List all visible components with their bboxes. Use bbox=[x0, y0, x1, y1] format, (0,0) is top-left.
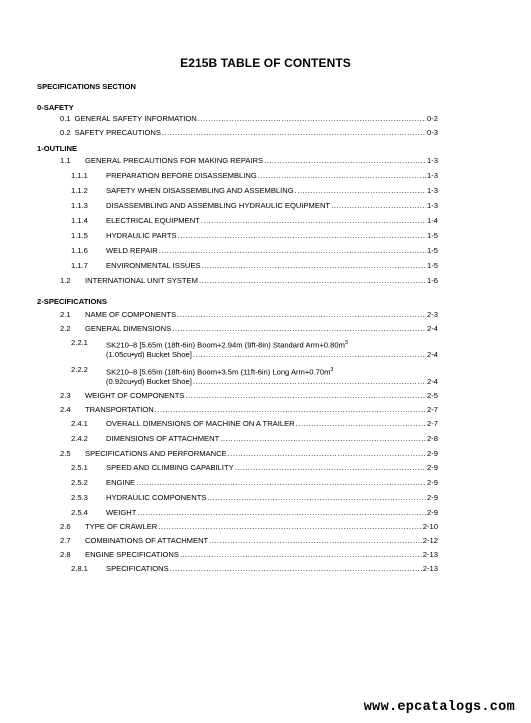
entry-page: 2-13 bbox=[422, 550, 438, 559]
entry-label: TYPE OF CRAWLER bbox=[85, 522, 158, 531]
dot-leader bbox=[331, 201, 426, 211]
toc-entry[interactable] bbox=[71, 231, 438, 241]
entry-page: 1-3 bbox=[427, 171, 438, 180]
entry-page: 2-8 bbox=[427, 434, 438, 443]
entry-label: GENERAL PRECAUTIONS FOR MAKING REPAIRS bbox=[85, 156, 264, 165]
entry-label: PREPARATION BEFORE DISASSEMBLING bbox=[106, 171, 257, 180]
toc-entry[interactable] bbox=[60, 391, 438, 401]
entry-page: 1-3 bbox=[427, 156, 438, 165]
toc-entry[interactable] bbox=[71, 186, 438, 196]
entry-page: 2-4 bbox=[427, 350, 438, 359]
toc-entry[interactable] bbox=[71, 463, 438, 473]
entry-number: 1.1.5 bbox=[71, 231, 88, 240]
dot-leader bbox=[220, 434, 426, 444]
toc-entry[interactable] bbox=[71, 434, 438, 444]
entry-page: 2-9 bbox=[427, 463, 438, 472]
dot-leader bbox=[155, 405, 426, 415]
toc-entry[interactable] bbox=[71, 493, 438, 503]
entry-page: 2-4 bbox=[427, 324, 438, 333]
entry-number: 2.4.1 bbox=[71, 419, 88, 428]
toc-entry[interactable] bbox=[60, 128, 438, 138]
entry-number: 2.3 bbox=[60, 391, 71, 400]
toc-entry[interactable] bbox=[60, 310, 438, 320]
entry-page: 2-12 bbox=[422, 536, 438, 545]
entry-page: 2-5 bbox=[427, 391, 438, 400]
dot-leader bbox=[162, 128, 426, 138]
entry-label: HYDRAULIC COMPONENTS bbox=[106, 493, 207, 502]
dot-leader bbox=[201, 216, 426, 226]
entry-label: WEIGHT bbox=[106, 508, 137, 517]
entry-label: OVERALL DIMENSIONS OF MACHINE ON A TRAILER bbox=[106, 419, 295, 428]
dot-leader bbox=[198, 114, 426, 124]
dot-leader bbox=[264, 156, 426, 166]
dot-leader bbox=[199, 276, 426, 286]
superscript: 3 bbox=[330, 367, 334, 373]
entry-number: 2.2 bbox=[60, 324, 71, 333]
entry-label: COMBINATIONS OF ATTACHMENT bbox=[85, 536, 209, 545]
entry-number: 2.8 bbox=[60, 550, 71, 559]
entry-page: 1-3 bbox=[427, 186, 438, 195]
watermark: www.epcatalogs.com bbox=[363, 700, 515, 715]
entry-label: ENGINE bbox=[106, 478, 136, 487]
entry-page: 0-2 bbox=[427, 114, 438, 123]
superscript: 3 bbox=[344, 340, 348, 346]
entry-number: 1.1.7 bbox=[71, 261, 88, 270]
entry-label: GENERAL SAFETY INFORMATION bbox=[74, 114, 197, 123]
entry-page: 1-5 bbox=[427, 261, 438, 270]
entry-number: 2.4 bbox=[60, 405, 71, 414]
entry-number: 1.1.6 bbox=[71, 246, 88, 255]
entry-number: 1.2 bbox=[60, 276, 71, 285]
entry-page: 1-3 bbox=[427, 201, 438, 210]
entry-label: WELD REPAIR bbox=[106, 246, 158, 255]
entry-page: 2-9 bbox=[427, 478, 438, 487]
entry-label: TRANSPORTATION bbox=[85, 405, 154, 414]
entry-label: SAFETY WHEN DISASSEMBLING AND ASSEMBLING bbox=[106, 186, 294, 195]
entry-number: 2.5.4 bbox=[71, 508, 88, 517]
dot-leader bbox=[180, 550, 422, 560]
dot-leader bbox=[193, 376, 426, 388]
entry-label: SK210–8 [5.65m (18ft-6in) Boom+3.5m (11ft-6in) Long Arm+0.70m bbox=[106, 367, 331, 377]
dot-leader bbox=[202, 261, 426, 271]
entry-label: ENGINE SPECIFICATIONS bbox=[85, 550, 179, 559]
entry-label: DIMENSIONS OF ATTACHMENT bbox=[106, 434, 220, 443]
entry-label-continued: (1.05cu•yd) Bucket Shoe] bbox=[106, 350, 192, 359]
entry-page: 2-4 bbox=[427, 377, 438, 386]
entry-page: 1-4 bbox=[427, 216, 438, 225]
entry-page: 1-6 bbox=[427, 276, 438, 285]
entry-number: 2.2.1 bbox=[71, 338, 88, 347]
dot-leader bbox=[159, 246, 426, 256]
toc-entry[interactable] bbox=[71, 201, 438, 211]
entry-page: 0-3 bbox=[427, 128, 438, 137]
entry-page: 2-9 bbox=[427, 493, 438, 502]
entry-label: SAFETY PRECAUTIONS bbox=[74, 128, 161, 137]
entry-page: 1-5 bbox=[427, 231, 438, 240]
toc-entry[interactable] bbox=[71, 171, 438, 181]
toc-entry[interactable] bbox=[60, 324, 438, 334]
section-title: SPECIFICATIONS SECTION bbox=[37, 82, 137, 91]
entry-number: 1.1.1 bbox=[71, 171, 88, 180]
dot-leader bbox=[177, 310, 426, 320]
entry-page: 1-5 bbox=[427, 246, 438, 255]
entry-page: 2-7 bbox=[427, 405, 438, 414]
entry-page: 2-10 bbox=[422, 522, 438, 531]
entry-page: 2-9 bbox=[427, 449, 438, 458]
dot-leader bbox=[228, 449, 426, 459]
entry-page: 2-7 bbox=[427, 419, 438, 428]
toc-entry[interactable] bbox=[60, 550, 438, 560]
entry-number: 1.1.4 bbox=[71, 216, 88, 225]
toc-entry[interactable] bbox=[60, 536, 438, 546]
entry-number: 0.1 bbox=[60, 114, 71, 123]
toc-entry[interactable] bbox=[71, 478, 438, 488]
entry-number: 2.5.1 bbox=[71, 463, 88, 472]
entry-number: 2.4.2 bbox=[71, 434, 88, 443]
entry-number: 0.2 bbox=[60, 128, 71, 137]
entry-number: 2.6 bbox=[60, 522, 71, 531]
toc-entry[interactable] bbox=[60, 156, 438, 166]
toc-entry[interactable] bbox=[60, 276, 438, 286]
toc-entry[interactable] bbox=[71, 261, 438, 271]
dot-leader bbox=[136, 478, 426, 488]
entry-label: WEIGHT OF COMPONENTS bbox=[85, 391, 185, 400]
dot-leader bbox=[296, 419, 426, 429]
toc-entry[interactable] bbox=[71, 246, 438, 256]
dot-leader bbox=[235, 463, 426, 473]
toc-entry[interactable] bbox=[60, 449, 438, 459]
toc-entry[interactable] bbox=[60, 114, 438, 124]
entry-label: SK210–8 [5.65m (18ft-6in) Boom+2.94m (9ft-8in) Standard Arm+0.80m bbox=[106, 340, 345, 350]
dot-leader bbox=[209, 536, 422, 546]
toc-entry-multiline[interactable] bbox=[71, 337, 438, 361]
dot-leader bbox=[193, 349, 426, 361]
entry-label: SPECIFICATIONS AND PERFORMANCE bbox=[85, 449, 227, 458]
dot-leader bbox=[185, 391, 426, 401]
dot-leader bbox=[178, 231, 426, 241]
toc-entry-multiline[interactable] bbox=[71, 364, 438, 388]
heading-specifications: 2-SPECIFICATIONS bbox=[37, 297, 107, 306]
dot-leader bbox=[137, 508, 426, 518]
entry-number: 2.2.2 bbox=[71, 365, 88, 374]
entry-label: DISASSEMBLING AND ASSEMBLING HYDRAULIC EQUIPMENT bbox=[106, 201, 331, 210]
toc-entry[interactable] bbox=[71, 216, 438, 226]
entry-label: SPEED AND CLIMBING CAPABILITY bbox=[106, 463, 234, 472]
entry-number: 2.1 bbox=[60, 310, 71, 319]
dot-leader bbox=[295, 186, 426, 196]
toc-entry[interactable] bbox=[71, 419, 438, 429]
heading-safety: 0-SAFETY bbox=[37, 103, 74, 112]
entry-label: ELECTRICAL EQUIPMENT bbox=[106, 216, 200, 225]
entry-number: 2.5.2 bbox=[71, 478, 88, 487]
entry-page: 2-3 bbox=[427, 310, 438, 319]
toc-entry[interactable] bbox=[60, 405, 438, 415]
entry-number: 2.8.1 bbox=[71, 564, 88, 573]
entry-label: SPECIFICATIONS bbox=[106, 564, 169, 573]
entry-label: NAME OF COMPONENTS bbox=[85, 310, 177, 319]
entry-label: INTERNATIONAL UNIT SYSTEM bbox=[85, 276, 198, 285]
dot-leader bbox=[172, 324, 426, 334]
entry-page: 2-9 bbox=[427, 508, 438, 517]
entry-number: 2.5.3 bbox=[71, 493, 88, 502]
page-title: E215B TABLE OF CONTENTS bbox=[180, 56, 351, 70]
entry-number: 1.1.3 bbox=[71, 201, 88, 210]
entry-number: 1.1 bbox=[60, 156, 71, 165]
dot-leader bbox=[258, 171, 426, 181]
entry-number: 1.1.2 bbox=[71, 186, 88, 195]
entry-number: 2.7 bbox=[60, 536, 71, 545]
entry-label-continued: (0.92cu•yd) Bucket Shoe] bbox=[106, 377, 192, 386]
dot-leader bbox=[207, 493, 426, 503]
entry-label: GENERAL DIMENSIONS bbox=[85, 324, 172, 333]
entry-label: ENVIRONMENTAL ISSUES bbox=[106, 261, 201, 270]
entry-number: 2.5 bbox=[60, 449, 71, 458]
heading-outline: 1-OUTLINE bbox=[37, 144, 78, 153]
entry-label: HYDRAULIC PARTS bbox=[106, 231, 177, 240]
toc-entry[interactable] bbox=[60, 522, 438, 532]
dot-leader bbox=[170, 564, 422, 574]
toc-entry[interactable] bbox=[71, 508, 438, 518]
toc-entry[interactable] bbox=[71, 564, 438, 574]
dot-leader bbox=[158, 522, 422, 532]
entry-page: 2-13 bbox=[422, 564, 438, 573]
